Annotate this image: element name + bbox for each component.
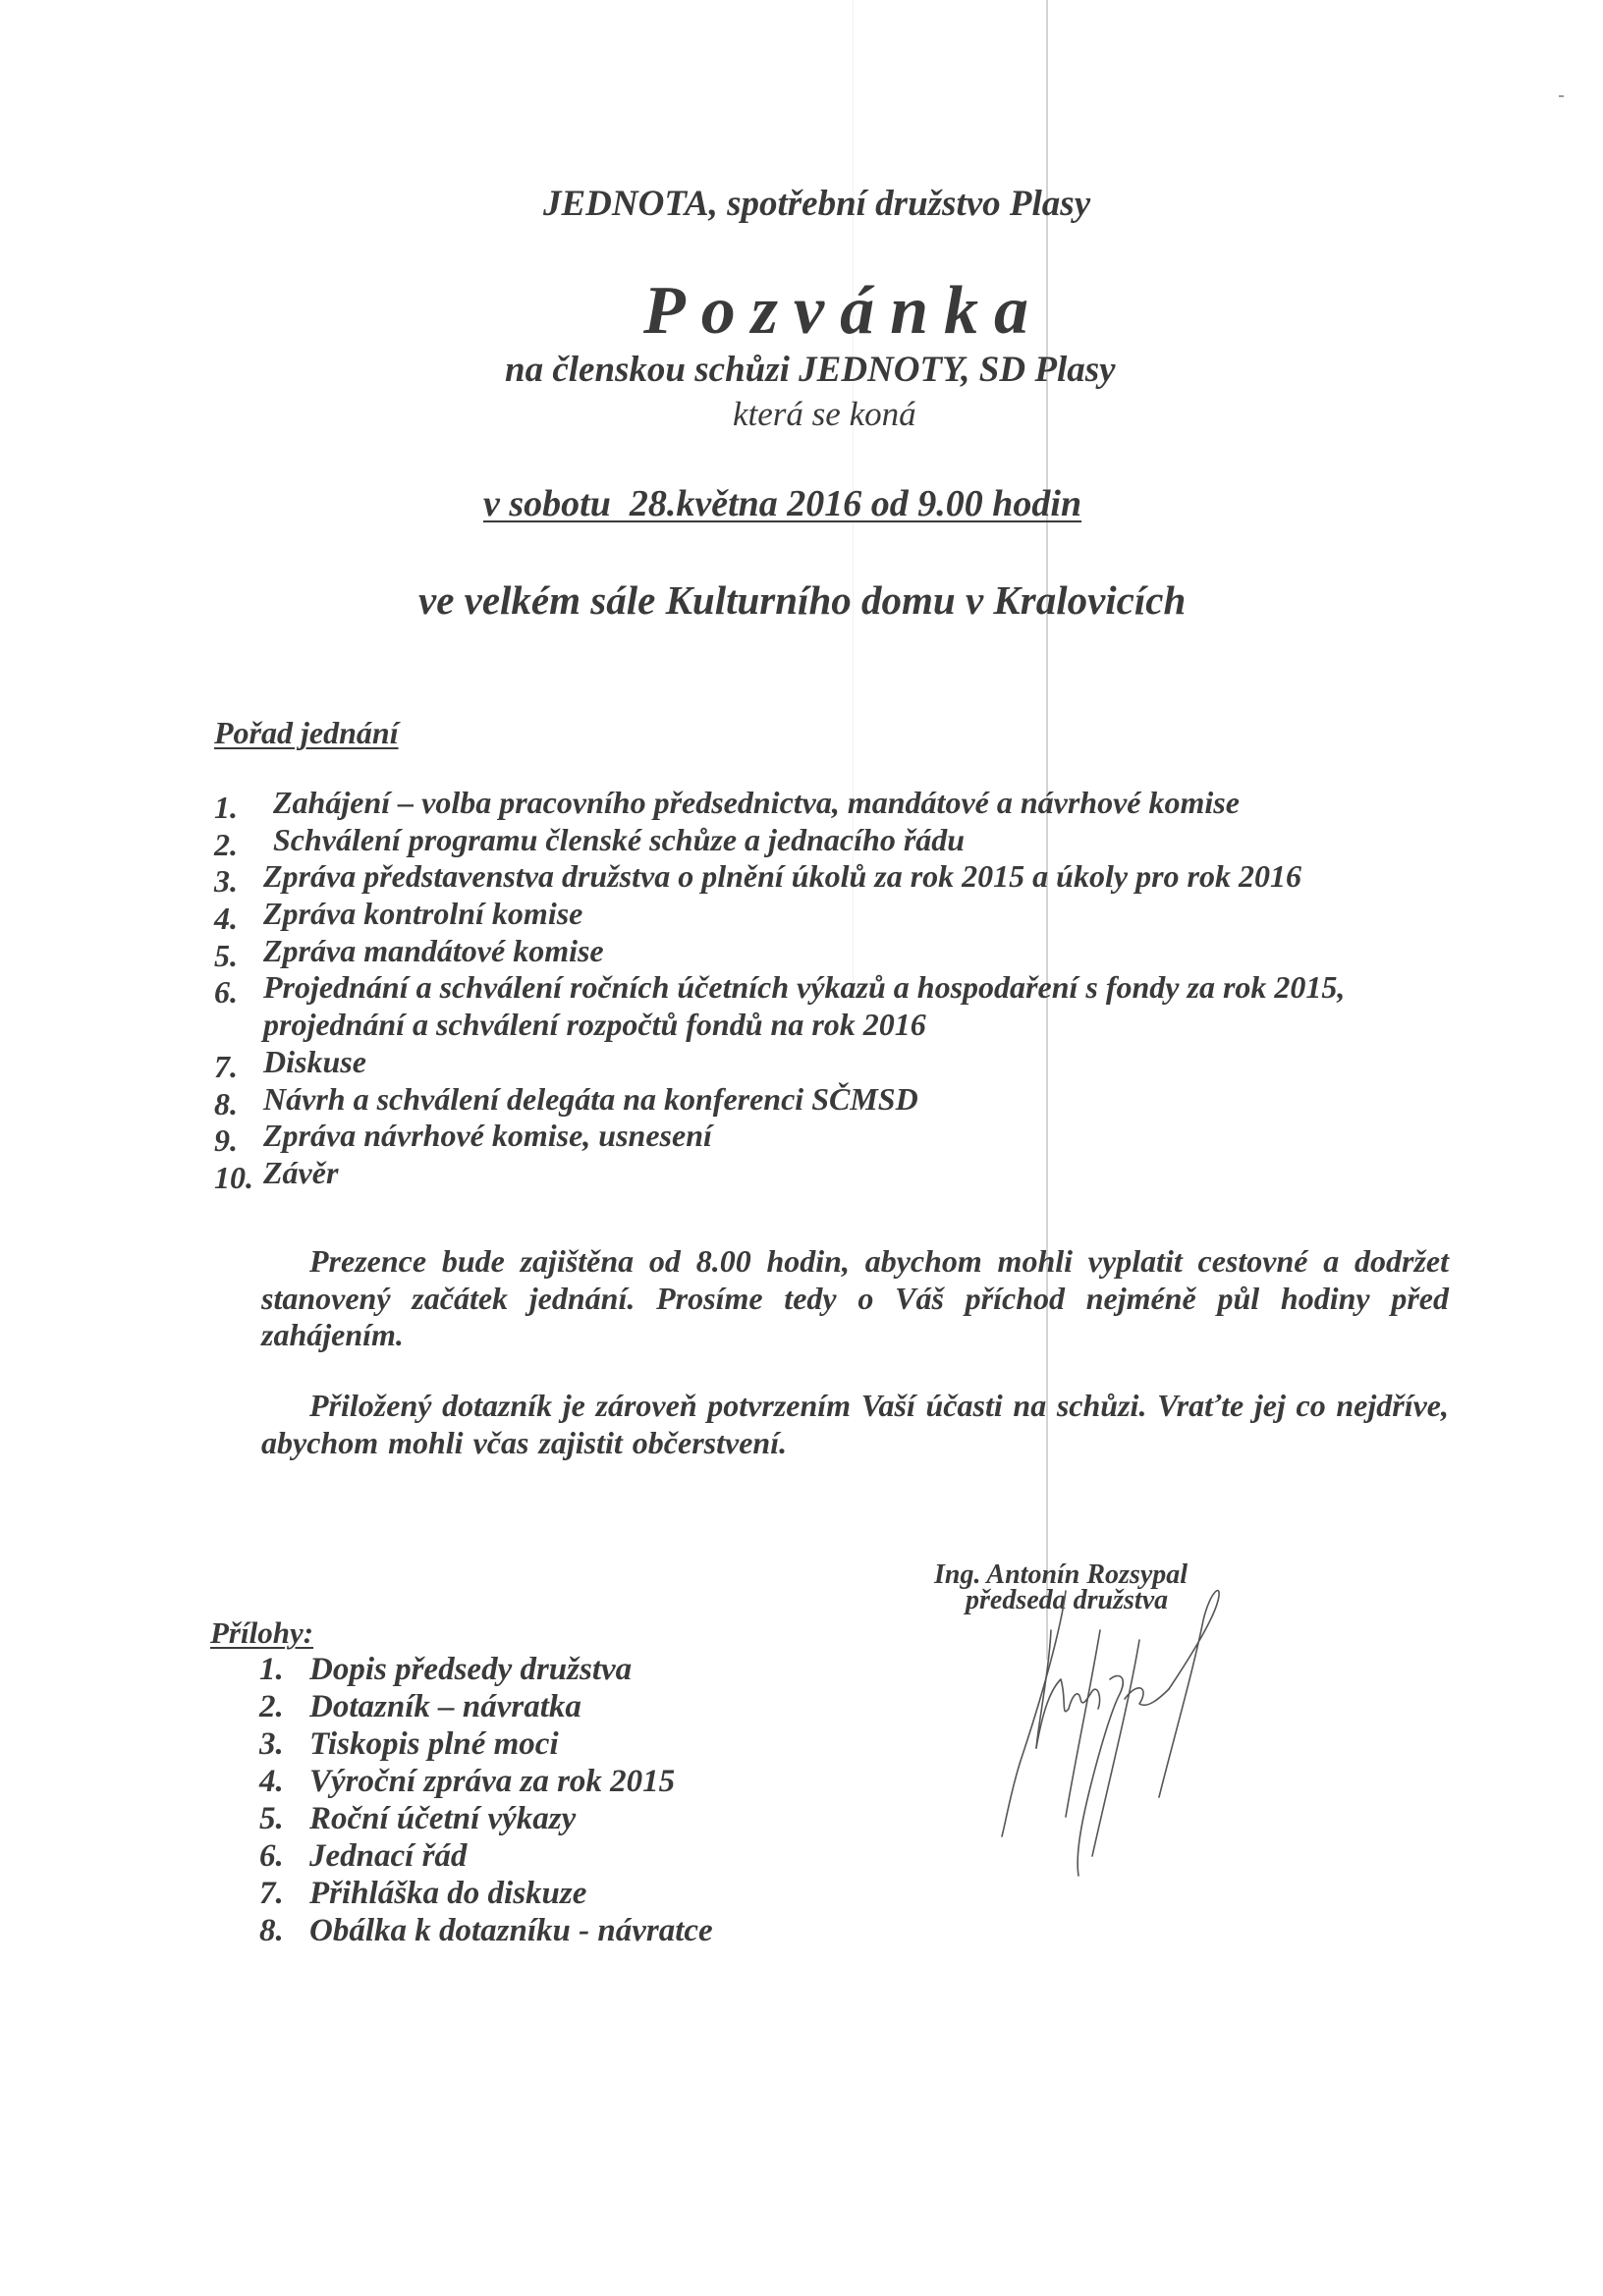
attachment-text: Přihláška do diskuze — [309, 1876, 587, 1911]
attachment-text: Dopis předsedy družstva — [309, 1652, 633, 1687]
attachment-number: 2. — [259, 1689, 284, 1724]
agenda-item-number: 6. — [214, 974, 238, 1011]
organization-name: JEDNOTA, spotřební družstvo Plasy — [543, 184, 1091, 224]
scan-speck — [1559, 95, 1564, 97]
agenda-item-number: 1. — [214, 790, 238, 825]
agenda-item-text: Diskuse — [263, 1043, 366, 1079]
agenda-item-text: Zpráva představenstva družstva o plnění úkolů za rok 2015 a úkoly pro rok 2016 — [263, 858, 1301, 895]
signature-stroke — [1159, 1591, 1219, 1797]
agenda-heading: Pořad jednání — [214, 715, 399, 750]
signature-stroke — [1066, 1630, 1100, 1817]
handwritten-signature — [982, 1561, 1238, 1886]
agenda-item-text: Zahájení – volba pracovního předsednictva, mandátové a návrhové komise — [273, 785, 1240, 820]
attendance-paragraph: Prezence bude zajištěna od 8.00 hodin, abychom mohli vyplatit cestovné a dodržet stanovený začátek jednání. Prosíme tedy o Váš příchod nejméně půl hodiny před zahájením. — [261, 1243, 1449, 1352]
agenda-item-number: 4. — [214, 901, 238, 937]
agenda-item-text: Zpráva mandátové komise — [263, 932, 604, 968]
signature-stroke — [1092, 1640, 1139, 1856]
attachments-heading: Přílohy: — [210, 1615, 314, 1650]
intro-text: která se koná — [733, 395, 916, 433]
meeting-date: v sobotu 28.května 2016 od 9.00 hodin — [483, 483, 1082, 524]
attachment-text: Roční účetní výkazy — [309, 1801, 577, 1836]
attachment-text: Výroční zpráva za rok 2015 — [309, 1764, 676, 1799]
signature-stroke — [1002, 1591, 1066, 1836]
questionnaire-paragraph: Přiložený dotazník je zároveň potvrzením Vaší účasti na schůzi. Vraťte jej co nejdříve, abychom mohli včas zajistit občerstvení. — [261, 1388, 1449, 1460]
signature-stroke — [1036, 1679, 1100, 1748]
agenda-item-text: Závěr — [263, 1154, 339, 1190]
attachment-number: 4. — [259, 1764, 284, 1799]
agenda-item-number: 5. — [214, 937, 238, 973]
attachment-number: 6. — [259, 1838, 284, 1874]
agenda-item-text: Zpráva návrhové komise, usnesení — [263, 1118, 712, 1154]
attachment-text: Dotazník – návratka — [309, 1689, 581, 1724]
attachment-text: Jednací řád — [309, 1838, 468, 1874]
attachment-number: 5. — [259, 1801, 284, 1836]
meeting-venue: ve velkém sále Kulturního domu v Kralovicích — [418, 577, 1187, 623]
attachment-number: 1. — [259, 1652, 284, 1687]
attachment-text: Tiskopis plné moci — [309, 1726, 559, 1762]
attachment-number: 8. — [259, 1913, 284, 1948]
agenda-item-text: Projednání a schválení ročních účetních výkazů a hospodaření s fondy za rok 2015, projednání a schválení rozpočtů fondů na rok 2016 — [263, 969, 1346, 1043]
agenda-item-number: 7. — [214, 1048, 238, 1084]
agenda-item-text: Schválení programu členské schůze a jednacího řádu — [273, 821, 966, 857]
signatory-role: předseda družstva — [966, 1585, 1169, 1615]
signatory-name: Ing. Antonín Rozsypal — [934, 1559, 1188, 1590]
agenda-item-text: Návrh a schválení delegáta na konferenci SČMSD — [263, 1080, 918, 1117]
agenda-item-number: 10. — [214, 1159, 253, 1195]
agenda-item-number: 9. — [214, 1122, 238, 1159]
signature-stroke — [1125, 1688, 1169, 1706]
attachment-number: 3. — [259, 1726, 284, 1762]
document-title: Pozvánka — [643, 273, 1044, 349]
attachment-text: Obálka k dotazníku - návratce — [309, 1913, 713, 1948]
signature-stroke — [1078, 1675, 1123, 1876]
agenda-item-text: Zpráva kontrolní komise — [263, 896, 583, 932]
agenda-item-number: 3. — [214, 863, 238, 900]
attachment-number: 7. — [259, 1876, 284, 1911]
document-subtitle: na členskou schůzi JEDNOTY, SD Plasy — [505, 350, 1116, 390]
agenda-item-number: 2. — [214, 826, 238, 862]
agenda-item-number: 8. — [214, 1085, 238, 1121]
